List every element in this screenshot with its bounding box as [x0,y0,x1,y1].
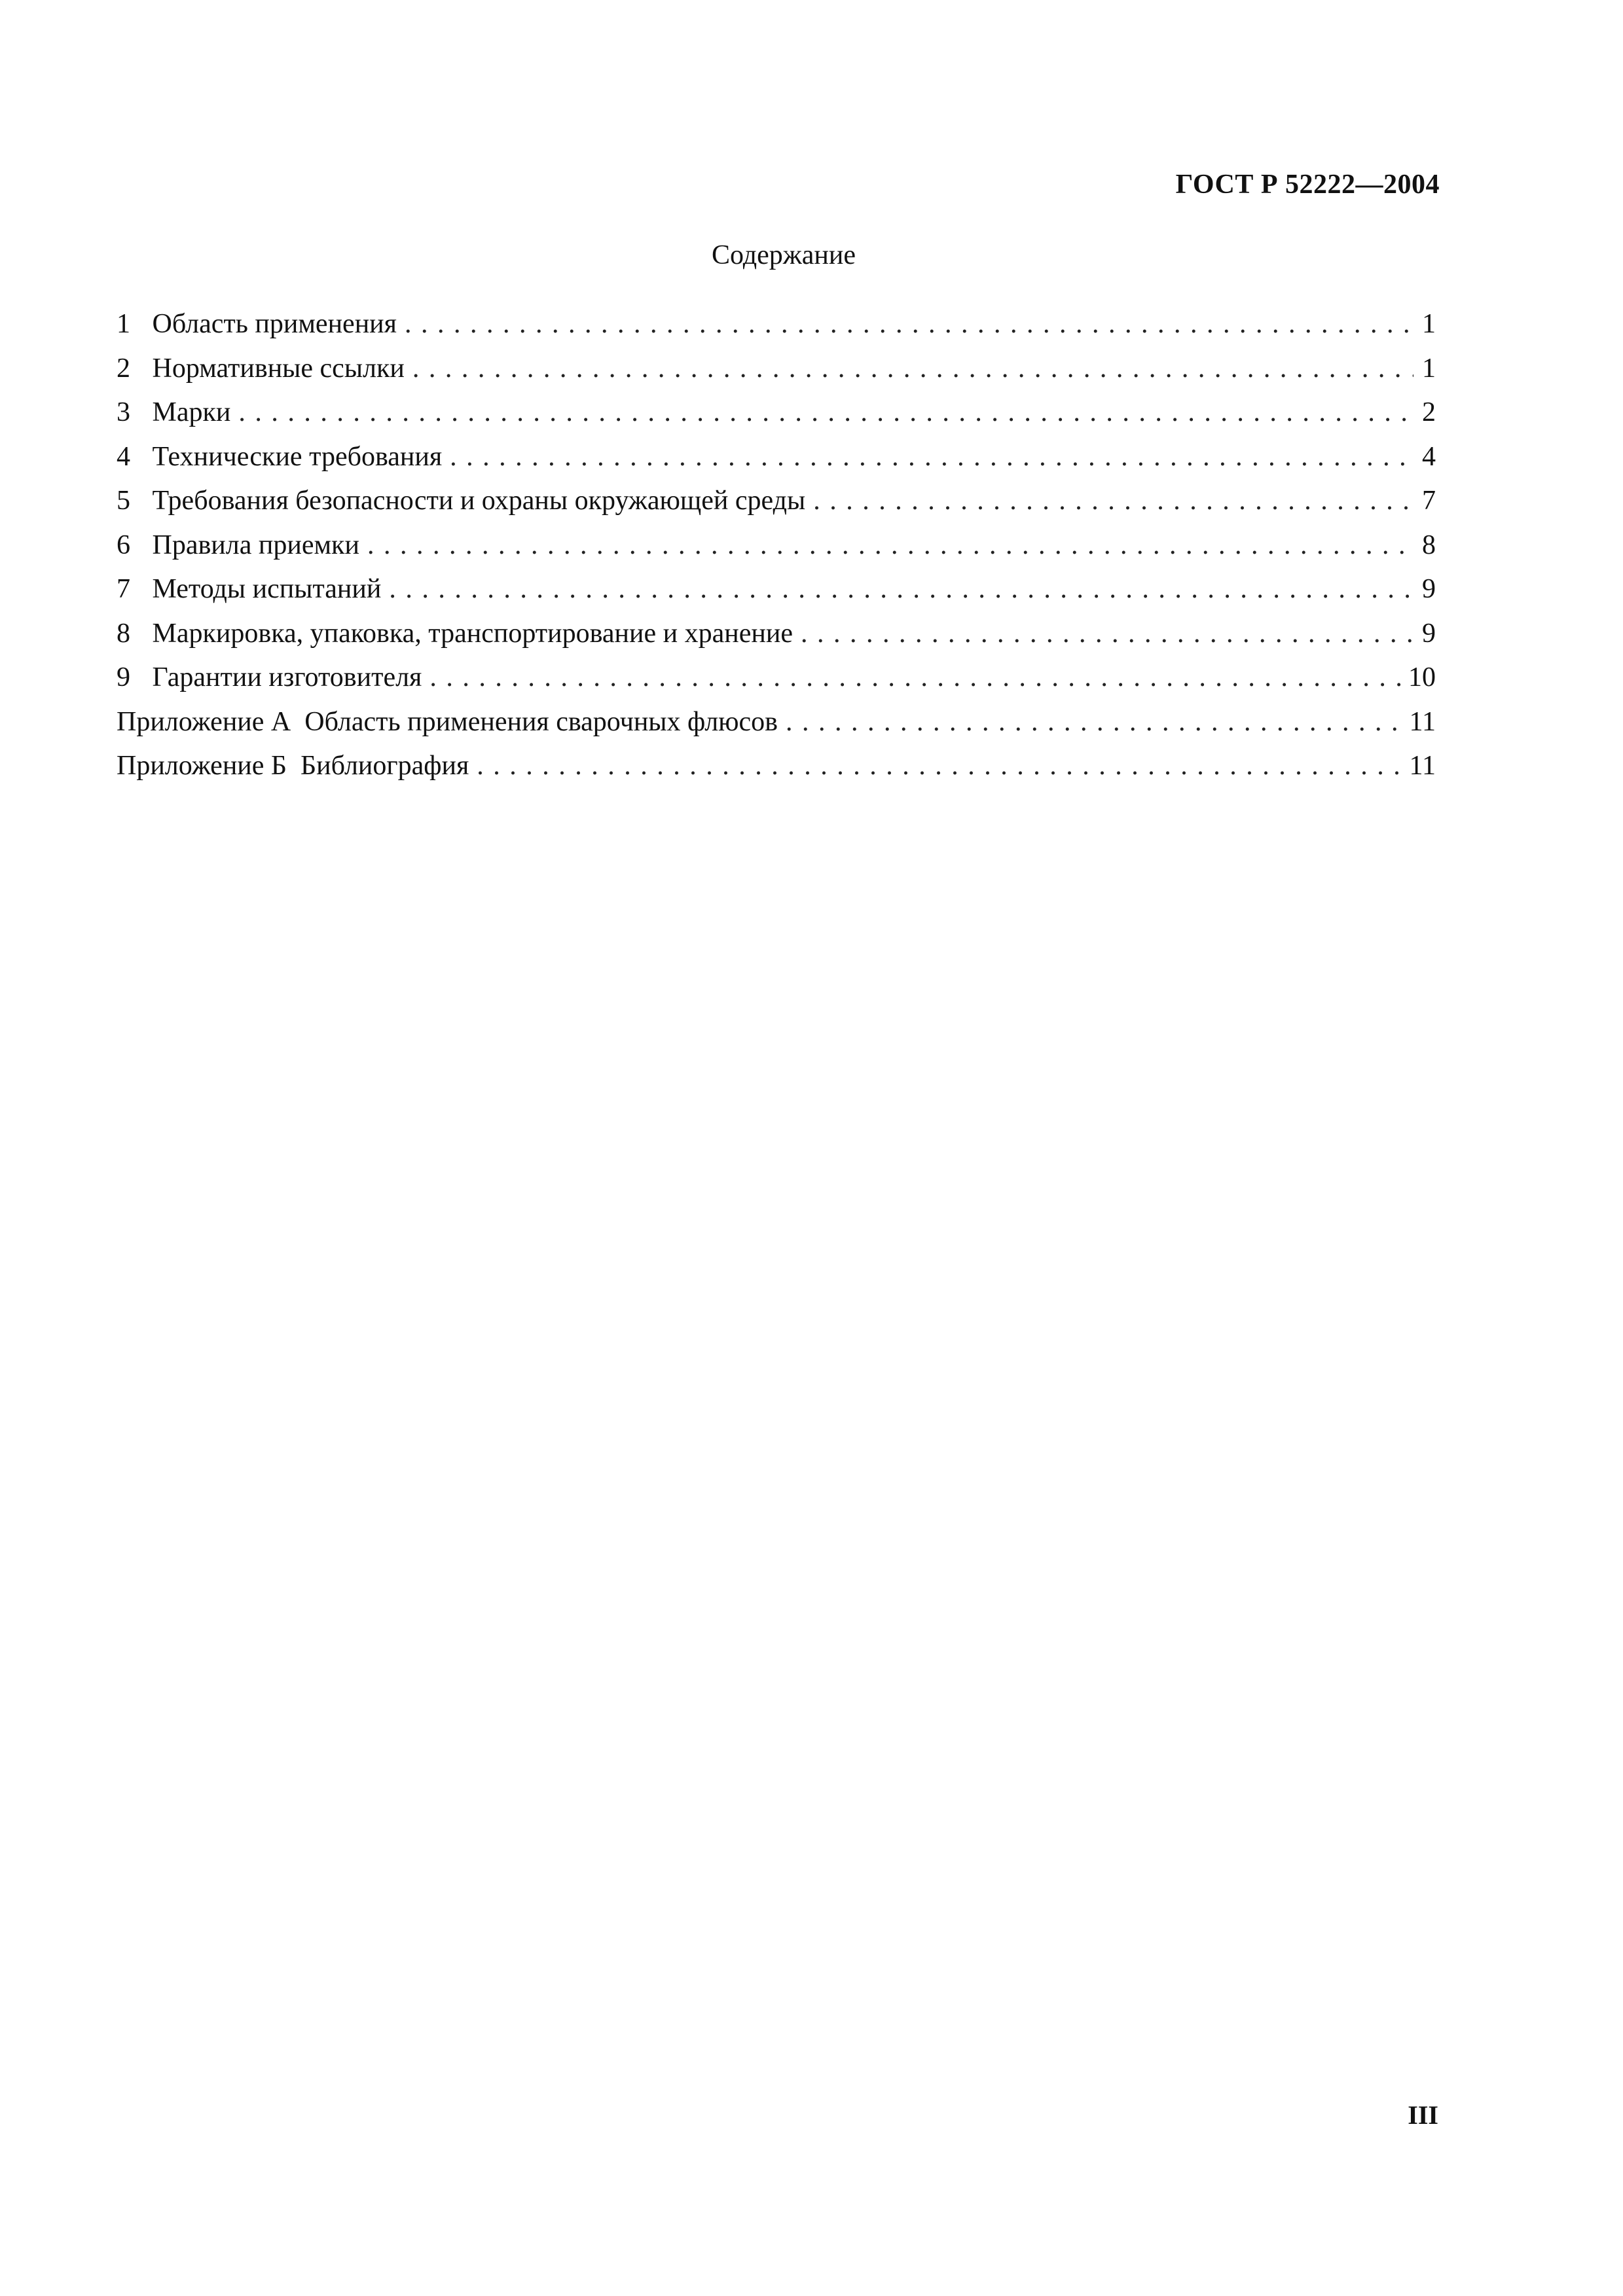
toc-entry-label [117,391,230,435]
dot-leader [450,435,1413,480]
toc-entry-title: Технические требования [152,441,443,472]
toc-entry-appendix[interactable] [117,700,1436,745]
toc-entry-page: 2 [1422,397,1436,427]
toc-entry-label [117,524,359,568]
page-number: III [1408,2100,1438,2130]
document-code: ГОСТ Р 52222—2004 [1175,170,1440,200]
toc-entry-title: Нормативные ссылки [152,353,405,384]
toc-entry-number: 2 [117,353,130,384]
toc-entry-title: Методы испытаний [152,574,382,604]
toc-entry-label [117,700,778,745]
toc-entry-page: 11 [1409,706,1436,737]
toc-entry-number: 9 [117,662,130,692]
toc-entry-number: 1 [117,309,130,339]
toc-entry[interactable] [117,524,1436,568]
toc-entry-title: Область применения [152,309,397,339]
toc-entry-title: Область применения сварочных флюсов [304,706,778,737]
toc-entry-page: 1 [1422,353,1436,384]
toc-entry-appendix[interactable] [117,744,1436,789]
dot-leader [801,612,1413,656]
toc-entry-title: Библиография [301,751,469,781]
toc-entry-number: 3 [117,397,130,427]
toc-title: Содержание [711,240,856,270]
toc-entry-title: Требования безопасности и охраны окружающей среды [152,486,806,516]
toc-entry-number: Приложение А [117,706,291,737]
dot-leader [405,302,1413,347]
toc-entry-number: 6 [117,529,130,560]
dot-leader [367,524,1413,568]
toc-entry-page: 11 [1409,751,1436,781]
toc-entry-page: 9 [1422,618,1436,649]
toc-entry[interactable] [117,479,1436,524]
toc-entry[interactable] [117,612,1436,656]
toc-entry-label [117,347,405,391]
toc-entry-label [117,744,469,789]
dot-leader [412,347,1413,391]
toc-entry-page: 8 [1422,529,1436,560]
toc-entry[interactable] [117,567,1436,612]
toc-entry-page: 4 [1422,441,1436,472]
toc-entry-label [117,656,422,700]
toc-entry-title: Маркировка, упаковка, транспортирование и хранение [152,618,793,649]
toc-entry[interactable] [117,302,1436,347]
toc-entry-title: Гарантии изготовителя [152,662,422,692]
toc-entry[interactable] [117,656,1436,700]
toc-entry-label [117,479,805,524]
toc-entry-page: 10 [1408,662,1436,692]
dot-leader [786,700,1403,745]
toc-entry-page: 7 [1422,486,1436,516]
toc-entry[interactable] [117,347,1436,391]
toc-entry-label [117,612,793,656]
toc-entry-number: 5 [117,486,130,516]
dot-leader [813,479,1413,524]
toc-entry[interactable] [117,435,1436,480]
toc-entry-number: 8 [117,618,130,649]
toc-entry-page: 1 [1422,309,1436,339]
dot-leader [389,567,1413,612]
dot-leader [477,744,1402,789]
toc-entry-title: Марки [152,397,231,427]
dot-leader [238,391,1413,435]
toc-entry-label [117,435,442,480]
dot-leader [429,656,1402,700]
toc-entry-label [117,302,397,347]
toc-entry-label [117,567,381,612]
toc-entry-number: Приложение Б [117,751,287,781]
toc-entry[interactable] [117,391,1436,435]
toc-entry-number: 7 [117,574,130,604]
toc-entry-page: 9 [1422,574,1436,604]
toc-entry-title: Правила приемки [152,529,359,560]
toc-entry-number: 4 [117,441,130,472]
table-of-contents [117,302,1436,789]
